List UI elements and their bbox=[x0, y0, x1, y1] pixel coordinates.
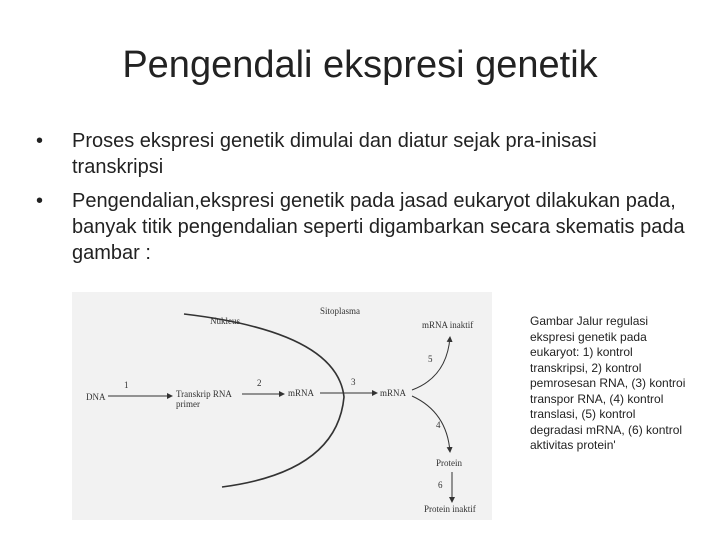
arrow-step-4 bbox=[412, 396, 450, 452]
bullet-text: Proses ekspresi genetik dimulai dan diatur sejak pra-inisasi transkripsi bbox=[72, 130, 597, 178]
slide-title: Pengendali ekspresi genetik bbox=[122, 44, 598, 86]
bullet-list bbox=[36, 128, 686, 274]
step-6-label: 6 bbox=[438, 480, 443, 490]
nucleus-membrane bbox=[184, 314, 344, 487]
transcript-label-2: primer bbox=[176, 399, 200, 409]
transcript-label: Transkrip RNA bbox=[176, 389, 232, 399]
protein-inactive-label: Protein inaktif bbox=[424, 504, 476, 514]
step-1-label: 1 bbox=[124, 380, 129, 390]
mrna-inactive-label: mRNA inaktif bbox=[422, 320, 474, 330]
protein-label: Protein bbox=[436, 458, 462, 468]
bullet-icon: • bbox=[36, 130, 44, 152]
bullet-item bbox=[36, 128, 686, 180]
mrna-cytoplasm-label: mRNA bbox=[380, 388, 407, 398]
regulation-diagram bbox=[72, 292, 492, 520]
step-3-label: 3 bbox=[351, 377, 356, 387]
step-2-label: 2 bbox=[257, 378, 262, 388]
bullet-text: Pengendalian,ekspresi genetik pada jasad eukaryot dilakukan pada, banyak titik pengendalian seperti digambarkan secara skematis pada gambar : bbox=[72, 190, 685, 264]
dna-label: DNA bbox=[86, 392, 106, 402]
nucleus-label: Nukleus bbox=[210, 316, 240, 326]
bullet-item bbox=[36, 188, 686, 266]
cytoplasm-label: Sitoplasma bbox=[320, 306, 360, 316]
step-5-label: 5 bbox=[428, 354, 433, 364]
figure-caption: Gambar Jalur regulasi ekspresi genetik pada eukaryot: 1) kontrol transkripsi, 2) kontrol pemrosesan RNA, (3) kontroi transpor RNA, (4) kontrol translasi, (5) kontrol degradasi mRNA, (6) kontrol aktivitas protein' bbox=[530, 314, 686, 452]
pathway-diagram-svg bbox=[72, 292, 492, 520]
bullet-icon: • bbox=[36, 190, 44, 212]
step-4-label: 4 bbox=[436, 420, 441, 430]
mrna-nucleus-label: mRNA bbox=[288, 388, 315, 398]
